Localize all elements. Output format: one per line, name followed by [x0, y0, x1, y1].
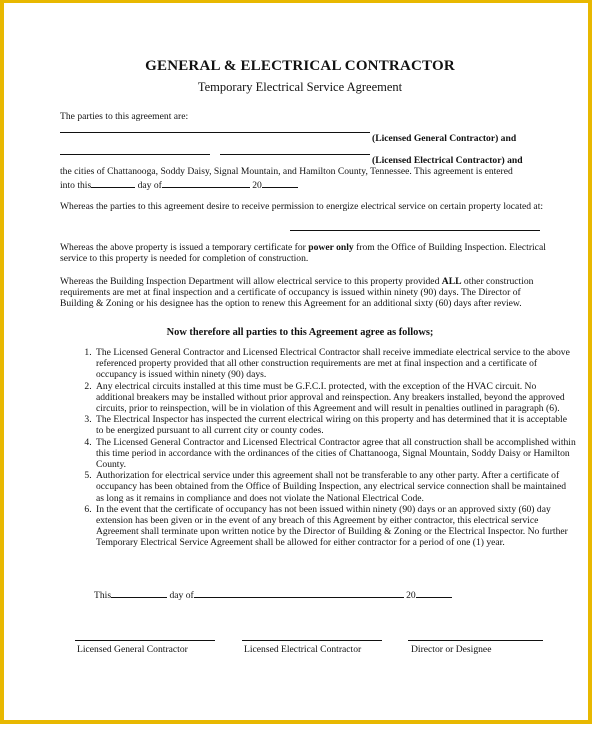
document-subtitle: Temporary Electrical Service Agreement	[197, 80, 403, 94]
parties-intro: The parties to this agreement are:	[60, 111, 189, 122]
whereas-1: Whereas the parties to this agreement desire to receive permission to energize electrical service on certain property located at:	[60, 201, 544, 212]
document-title: GENERAL & ELECTRICAL CONTRACTOR	[145, 58, 455, 74]
property-address-field[interactable]	[290, 230, 540, 231]
sign-month-field[interactable]	[194, 588, 404, 598]
ec-name-field-1[interactable]	[60, 154, 210, 155]
date-line: into this day of 20	[60, 178, 550, 191]
ec-name-field-2[interactable]	[220, 154, 370, 155]
cities-line: the cities of Chattanooga, Soddy Daisy, Signal Mountain, and Hamilton County, Tennessee. This agreement is entered	[60, 166, 513, 177]
clause-item: 1. The Licensed General Contractor and Licensed Electrical Contractor shall receive immediate electrical service to the above referenced property provided that all other construction requirements are met at final inspection and a certificate of occupancy is issued within ninety (90) days.	[94, 347, 576, 381]
gc-signature-line[interactable]	[75, 640, 215, 641]
director-signature-label: Director or Designee	[411, 644, 492, 655]
ec-label: (Licensed Electrical Contractor) and	[372, 155, 523, 166]
gc-label: (Licensed General Contractor) and	[372, 133, 517, 144]
whereas-3: Whereas the Building Inspection Department will allow electrical service to this property provided ALL other construction requirements are met at final inspection and a certificate of occupancy is issued within ninety (90) days. The Director of Building & Zoning or his designee has the option to renew this Agreement for an additional sixty (60) days after review.	[60, 276, 534, 310]
signing-date-line: This day of 20	[94, 588, 584, 601]
ec-signature-label: Licensed Electrical Contractor	[244, 644, 362, 655]
sign-year-field[interactable]	[416, 588, 452, 598]
whereas-2: Whereas the above property is issued a temporary certificate for power only from the Office of Building Inspection. Electrical service to this property is needed for completion of construction.	[60, 242, 546, 265]
month-field[interactable]	[162, 178, 250, 188]
sign-day-field[interactable]	[111, 588, 167, 598]
clause-item: 5. Authorization for electrical service under this agreement shall not be transferable to any other party. After a certificate of occupancy has been obtained from the Office of Building Inspection, any electrical service connection shall be maintained as long as it remains in compliance and does not violate the National Electrical Code.	[94, 470, 576, 504]
director-signature-line[interactable]	[408, 640, 543, 641]
day-field[interactable]	[91, 178, 135, 188]
year-field[interactable]	[262, 178, 298, 188]
clauses-list	[72, 347, 576, 549]
clause-item: 2. Any electrical circuits installed at this time must be G.F.C.I. protected, with the exception of the HVAC circuit. No additional breakers may be installed without prior approval and reinspection. Any breakers installed, beyond the approved circuits, prior to reinspection, will be in violation of this Agreement and will result in penalties outlined in paragraph (6).	[94, 381, 576, 415]
agreement-heading: Now therefore all parties to this Agreement agree as follows;	[166, 327, 434, 338]
ec-signature-line[interactable]	[242, 640, 382, 641]
clause-item: 6. In the event that the certificate of occupancy has not been issued within ninety (90) days or an approved sixty (60) day extension has been given or in the event of any breach of this Agreement by either contractor, this electrical service Agreement shall terminate upon written notice by the Director of Building & Zoning or the Electrical Inspector. No further Temporary Electrical Service Agreement shall be allowed for either contractor for a period of one (1) year.	[94, 504, 576, 549]
gc-name-field[interactable]	[60, 132, 370, 133]
clause-item: 4. The Licensed General Contractor and Licensed Electrical Contractor agree that all construction shall be accomplished within this time period in accordance with the ordinances of the cities of Chattanooga, Signal Mountain, Soddy Daisy or Hamilton County.	[94, 437, 576, 471]
gc-signature-label: Licensed General Contractor	[77, 644, 188, 655]
clause-item: 3. The Electrical Inspector has inspected the current electrical wiring on this property and has determined that it is acceptable to be energized pursuant to all current city or county codes.	[94, 414, 576, 436]
